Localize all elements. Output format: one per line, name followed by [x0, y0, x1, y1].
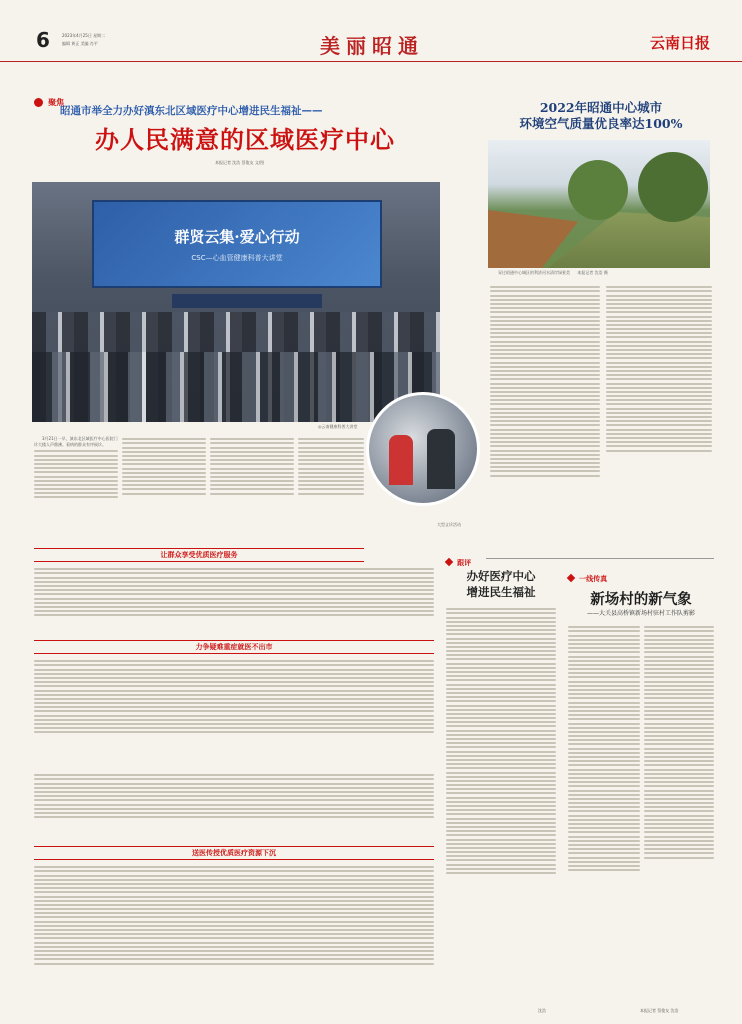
inset-caption: 大型义诊活动 — [437, 522, 461, 527]
banner-subtitle: CSC—心血管健康科普大讲堂 — [191, 254, 283, 262]
section-divider — [486, 558, 714, 559]
village-body-col-1 — [568, 624, 640, 873]
page-header — [0, 0, 742, 62]
date: 2023年4月25日 — [62, 33, 92, 38]
river-caption-byline: 本报记者 沈浩 摄 — [577, 270, 608, 275]
inset-photo — [366, 392, 480, 506]
body-text-col-2 — [122, 436, 206, 497]
air-headline-2: 环境空气质量优良率达100% — [519, 116, 683, 131]
section-2-text — [34, 658, 434, 768]
banner-title: 群贤云集·爱心行动 — [174, 228, 300, 246]
section-head-3: 送医传授优质医疗资源下沉 — [34, 846, 434, 860]
river-caption-text: 穿过昭通中心城区的利济河水清岸绿景美 — [498, 270, 570, 275]
designer: 美编 肖平 — [80, 41, 98, 46]
main-photo-caption: ◎云南健康科普大讲堂 — [318, 424, 358, 429]
kicker: 昭通市举全力办好滇东北区域医疗中心增进民生福祉—— — [60, 105, 323, 117]
stage-screen — [92, 200, 382, 288]
follow-up-headline-2: 增进民生福祉 — [466, 585, 536, 599]
body-text-col-4 — [298, 436, 364, 497]
follow-up-headline-1: 办好医疗中心 — [466, 569, 536, 583]
paper-name-logo: 云南日报 — [650, 34, 711, 52]
section-title: 美丽昭通 — [320, 34, 424, 58]
village-body-col-2 — [644, 624, 714, 861]
main-photo — [32, 182, 440, 422]
section-head-2: 力争疑难重症就医不出市 — [34, 640, 434, 654]
issue-date — [62, 33, 105, 39]
body-text-col-1 — [34, 436, 118, 501]
trees — [568, 160, 628, 220]
stage-table — [172, 294, 322, 308]
village-tag — [568, 566, 607, 585]
trees-2 — [638, 152, 708, 222]
village-tag-label: 一线传真 — [579, 575, 608, 583]
follow-up-author: 沈浩 — [538, 1008, 546, 1013]
body-text-col-3 — [210, 436, 294, 497]
page-number: 6 — [36, 28, 50, 52]
village-subheadline: ——大关县高桥镇新场村驻村工作队剪影 — [586, 610, 695, 617]
section-1-text — [34, 566, 434, 638]
section-head-1: 让群众享受优质医疗服务 — [34, 548, 364, 562]
river-water — [548, 212, 710, 268]
village-headline: 新场村的新气象 — [590, 591, 692, 608]
column-tag-label: 聚焦 — [48, 98, 65, 107]
river-photo — [488, 140, 710, 268]
river-photo-caption — [498, 270, 608, 276]
byline: 本报记者 沈浩 蔡俊友 文/图 — [215, 160, 265, 165]
air-headline-1: 2022年昭通中心城市 — [539, 100, 663, 115]
editors: 编辑 黄正 — [62, 41, 80, 46]
bullet-icon — [567, 574, 575, 582]
section-3-text — [34, 864, 434, 1014]
follow-up-tag — [446, 550, 471, 569]
headline: 办人民满意的区域医疗中心 — [95, 125, 395, 154]
air-text-col-2 — [606, 284, 712, 454]
weekday: 星期二 — [93, 33, 106, 38]
inset-figure-2 — [427, 429, 455, 489]
village-author: 本报记者 蔡俊友 沈浩 — [640, 1008, 679, 1013]
editors-line — [62, 41, 98, 47]
follow-up-tag-label: 跟评 — [457, 559, 472, 567]
air-text-col-1 — [490, 284, 600, 479]
para-1: 3月21日一早，滇东北区域医疗中心医院门诊大楼人声鼎沸。看病的群众有序候诊。 — [34, 436, 118, 448]
bullet-icon — [445, 558, 453, 566]
follow-up-body — [446, 606, 556, 876]
section-2-extra — [34, 772, 434, 842]
inset-figure — [389, 435, 413, 485]
dot-icon — [34, 98, 43, 107]
